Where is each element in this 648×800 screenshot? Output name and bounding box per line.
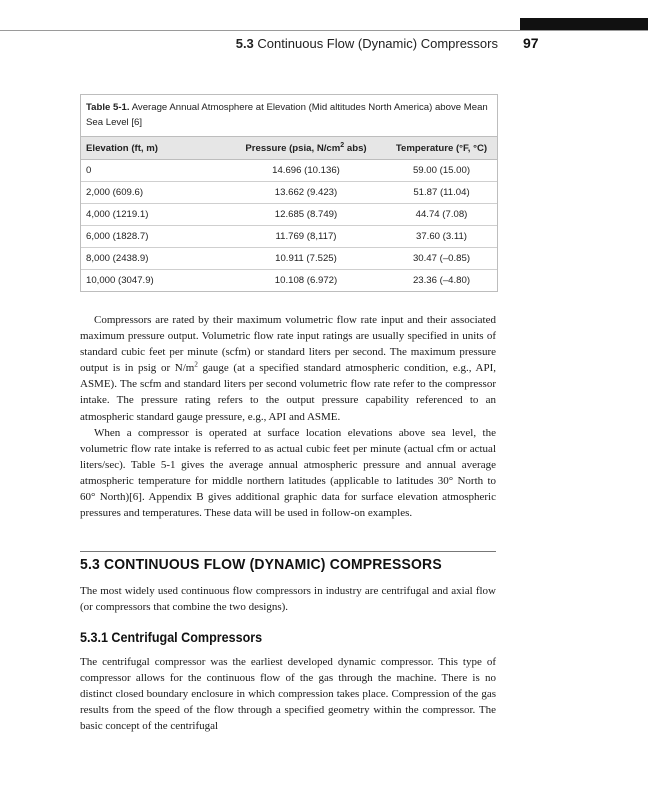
paragraph-centrifugal-block — [80, 654, 496, 734]
table-caption-text: Average Annual Atmosphere at Elevation (Mid altitudes North America) above Mean Sea Level [6] — [86, 102, 488, 128]
section-rule — [80, 551, 496, 552]
cell-elevation: 6,000 (1828.7) — [81, 226, 226, 248]
table-row — [81, 226, 497, 248]
table-row — [81, 182, 497, 204]
cell-pressure: 10.108 (6.972) — [274, 275, 338, 286]
paragraph-intro — [80, 583, 496, 615]
table-row — [81, 270, 497, 292]
col-elevation: Elevation (ft, m) — [81, 137, 226, 160]
running-head-title: Continuous Flow (Dynamic) Compressors — [257, 36, 498, 51]
paragraph-ratings-b: gauge (at a specified standard atmospheric condition, e.g., API, ASME). The scfm and standard liters per second volumetric flow rate refer to the compressor intake. The pressure rating refers to the output pressure capability referenced to an atmospheric standard gauge pressure, e.g., API and ASME. — [80, 362, 497, 423]
cell-elevation: 10,000 (3047.9) — [86, 275, 154, 286]
paragraph-ratings-sup: 2 — [194, 360, 198, 369]
cell-elevation: 0 — [81, 160, 226, 182]
col-pressure — [226, 137, 386, 160]
paragraph-ratings-a: Compressors are rated by their maximum volumetric flow rate input and their associated maximum pressure output. Volumetric flow rate input ratings are usually specified in units of standard cubic feet per minute (scfm) or standard liters per second. The maximum pressure output is in psig or N/m — [80, 314, 496, 375]
table-row — [81, 160, 497, 182]
cell-pressure: 11.769 (8,117) — [226, 226, 386, 248]
cell-temperature: 23.36 (–4.80) — [412, 275, 471, 286]
col-temperature: Temperature (°F, °C) — [386, 137, 497, 160]
cell-elevation: 2,000 (609.6) — [81, 182, 226, 204]
table-5-1 — [80, 94, 498, 292]
cell-pressure: 12.685 (8.749) — [226, 204, 386, 226]
col-pressure-prefix: Pressure (psia, N/cm — [245, 142, 341, 154]
running-head-number: 5.3 — [235, 36, 254, 51]
section-heading: 5.3 CONTINUOUS FLOW (DYNAMIC) COMPRESSORS — [80, 556, 442, 573]
table-row — [81, 204, 497, 226]
table-header-row — [81, 137, 497, 160]
paragraph-elevation: When a compressor is operated at surface location elevations above sea level, the volumetric flow rate intake is referred to as actual cubic feet per minute (actual cfm or actual liters/sec). Table 5-1 gives the average annual atmospheric pressure and annual average atmospheric temperature for middle northern latitudes (applicable to latitudes 30° North to 60° North)[6]. Appendix B gives additional graphic data for surface elevation atmospheric pressures and temperatures. These data will be used in follow-on examples. — [80, 426, 496, 520]
cell-pressure: 14.696 (10.136) — [226, 160, 386, 182]
table-row — [81, 248, 497, 270]
table-caption — [81, 95, 497, 136]
cell-temperature: 51.87 (11.04) — [386, 182, 497, 204]
cell-elevation: 4,000 (1219.1) — [81, 204, 226, 226]
cell-pressure: 10.911 (7.525) — [226, 248, 386, 270]
cell-temperature: 44.74 (7.08) — [386, 204, 497, 226]
col-pressure-suffix: abs) — [344, 142, 367, 154]
cell-temperature: 30.47 (–0.85) — [386, 248, 497, 270]
paragraph-continuous-flow: The most widely used continuous flow compressors in industry are centrifugal and axial flow (or compressors that combine the two designs). — [80, 585, 496, 614]
running-head — [236, 36, 498, 51]
header-rule — [0, 30, 648, 31]
cell-elevation: 8,000 (2438.9) — [81, 248, 226, 270]
data-table — [81, 136, 497, 291]
cell-temperature: 37.60 (3.11) — [386, 226, 497, 248]
cell-pressure: 13.662 (9.423) — [226, 182, 386, 204]
table-label: Table 5-1. — [86, 102, 130, 113]
subsection-heading: 5.3.1 Centrifugal Compressors — [80, 630, 263, 645]
cell-temperature: 59.00 (15.00) — [386, 160, 497, 182]
paragraph-centrifugal: The centrifugal compressor was the earliest developed dynamic compressor. This type of compressor allows for the continuous flow of the gas through the machine. There is no distinct closed boundary enclosure in which compression takes place. Compression of the gas results from the speed of the flow through a specified geometry within the compressor. The basic concept of the centrifugal — [80, 656, 496, 733]
paragraph-ratings — [80, 312, 496, 425]
col-pressure-sup: 2 — [340, 141, 345, 149]
body-paragraphs — [80, 312, 496, 521]
page-number: 97 — [523, 35, 539, 51]
